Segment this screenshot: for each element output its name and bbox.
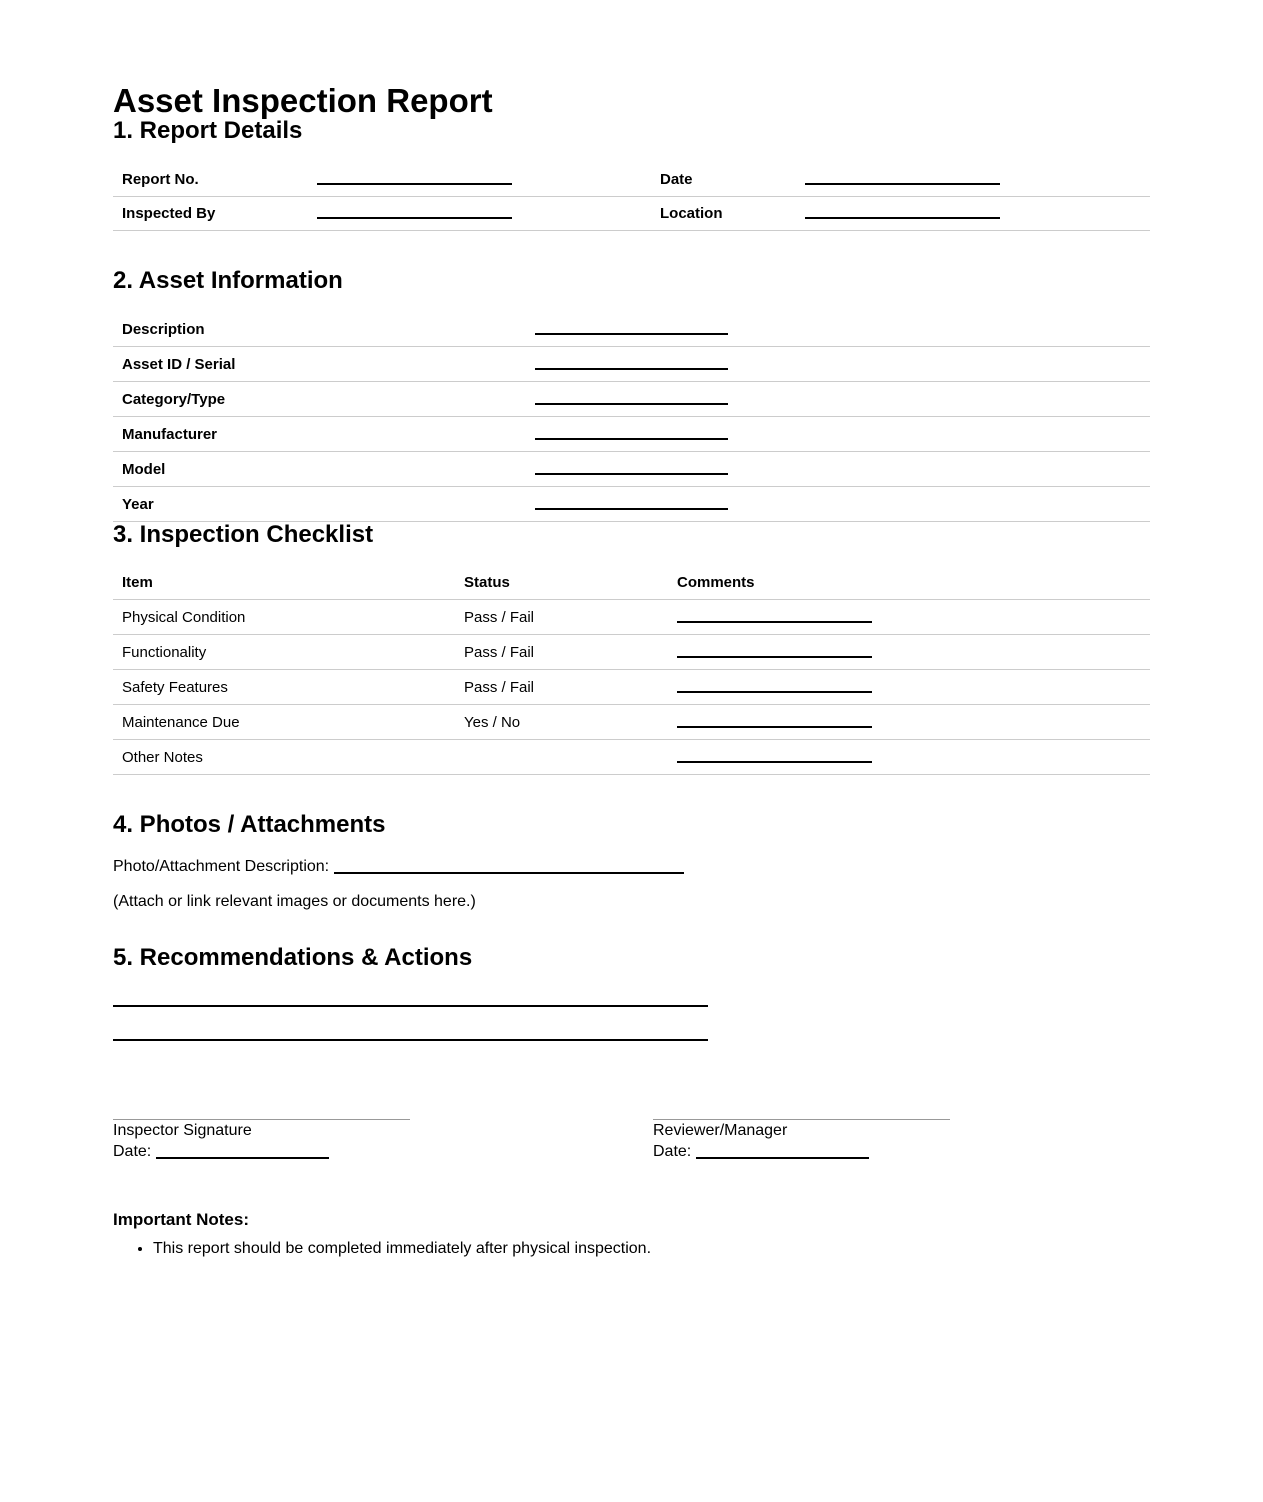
fill-in-line <box>696 1143 869 1159</box>
column-header-status: Status <box>464 574 510 591</box>
fill-in-line <box>535 424 728 440</box>
date-label: Date: <box>653 1143 692 1160</box>
field-blank-cell <box>805 169 1000 190</box>
table-header-row <box>113 566 1150 600</box>
date-label: Date: <box>113 1143 152 1160</box>
photo-description-line <box>113 857 1150 877</box>
section-heading-asset-information: 2. Asset Information <box>113 267 343 294</box>
fill-in-line <box>535 389 728 405</box>
fill-in-line <box>677 747 872 763</box>
checklist-status: Pass / Fail <box>464 678 535 696</box>
field-blank-cell <box>535 494 1150 515</box>
field-label-location: Location <box>660 205 723 222</box>
table-row <box>113 452 1150 487</box>
table-row <box>113 740 1150 775</box>
fill-in-line <box>317 169 512 185</box>
fill-in-line <box>805 203 1000 219</box>
checklist-status: Yes / No <box>464 713 521 731</box>
fill-in-line <box>113 1039 708 1041</box>
checklist-status: Pass / Fail <box>464 643 535 661</box>
field-label-date: Date <box>660 171 693 188</box>
asset-information-table <box>113 312 1150 522</box>
column-header-comments: Comments <box>677 574 755 591</box>
inspector-signature-column <box>113 1119 410 1161</box>
field-label-year: Year <box>122 495 154 513</box>
attachment-note: (Attach or link relevant images or documents here.) <box>113 893 476 910</box>
checklist-comments-cell <box>677 642 1150 663</box>
field-label-asset-id: Asset ID / Serial <box>122 355 236 373</box>
table-row <box>113 635 1150 670</box>
reviewer-manager-label: Reviewer/Manager <box>653 1122 788 1139</box>
field-label-model: Model <box>122 460 166 478</box>
fill-in-line <box>113 1005 708 1007</box>
field-label-report-no: Report No. <box>122 171 199 188</box>
fill-in-line <box>535 494 728 510</box>
field-blank-cell <box>317 169 512 190</box>
field-blank-cell <box>535 424 1150 445</box>
checklist-item: Other Notes <box>122 748 203 766</box>
section-heading-recommendations: 5. Recommendations & Actions <box>113 944 473 971</box>
table-row <box>113 705 1150 740</box>
inspection-checklist-table <box>113 566 1150 775</box>
inspector-date-line <box>113 1142 410 1161</box>
fill-in-line <box>535 319 728 335</box>
fill-in-line <box>334 858 684 874</box>
important-notes-item: • This report should be completed immediately after physical inspection. <box>153 1239 1150 1258</box>
checklist-item: Safety Features <box>122 678 228 696</box>
table-row <box>113 347 1150 382</box>
section-heading-photos: 4. Photos / Attachments <box>113 811 386 838</box>
checklist-comments-cell <box>677 607 1150 628</box>
table-row <box>113 417 1150 452</box>
field-label-category: Category/Type <box>122 390 226 408</box>
page-title: Asset Inspection Report <box>113 82 493 119</box>
checklist-comments-cell <box>677 677 1150 698</box>
checklist-item: Functionality <box>122 643 207 661</box>
field-label-description: Description <box>122 320 205 338</box>
checklist-item: Physical Condition <box>122 608 246 626</box>
field-blank-cell <box>535 319 1150 340</box>
section-heading-report-details: 1. Report Details <box>113 117 303 144</box>
section-heading-inspection-checklist: 3. Inspection Checklist <box>113 521 374 548</box>
fill-in-line <box>535 459 728 475</box>
field-label-inspected-by: Inspected By <box>122 205 216 222</box>
report-details-table <box>113 163 1150 231</box>
checklist-item: Maintenance Due <box>122 713 240 731</box>
fill-in-line <box>805 169 1000 185</box>
checklist-comments-cell <box>677 712 1150 733</box>
fill-in-line <box>677 607 872 623</box>
table-row <box>113 382 1150 417</box>
important-notes-section <box>113 1210 1150 1257</box>
fill-in-line <box>317 203 512 219</box>
fill-in-line <box>677 677 872 693</box>
field-blank-cell <box>535 389 1150 410</box>
fill-in-line <box>535 354 728 370</box>
inspector-signature-label: Inspector Signature <box>113 1122 252 1139</box>
table-row <box>113 163 1150 197</box>
field-blank-cell <box>805 203 1000 224</box>
checklist-status: Pass / Fail <box>464 608 535 626</box>
column-header-item: Item <box>122 574 153 591</box>
table-row <box>113 312 1150 347</box>
table-row <box>113 670 1150 705</box>
field-label-manufacturer: Manufacturer <box>122 425 218 443</box>
checklist-comments-cell <box>677 747 1150 768</box>
reviewer-date-line <box>653 1142 950 1161</box>
field-blank-cell <box>317 203 512 224</box>
table-row <box>113 197 1150 231</box>
fill-in-line <box>156 1143 329 1159</box>
reviewer-signature-column <box>653 1119 950 1161</box>
important-notes-heading: Important Notes: <box>113 1210 249 1229</box>
photo-description-label: Photo/Attachment Description: <box>113 858 330 875</box>
table-row <box>113 487 1150 522</box>
important-notes-list <box>113 1239 1150 1258</box>
field-blank-cell <box>535 354 1150 375</box>
field-blank-cell <box>535 459 1150 480</box>
fill-in-line <box>677 642 872 658</box>
fill-in-line <box>677 712 872 728</box>
table-row <box>113 600 1150 635</box>
signature-block <box>113 1119 1150 1161</box>
